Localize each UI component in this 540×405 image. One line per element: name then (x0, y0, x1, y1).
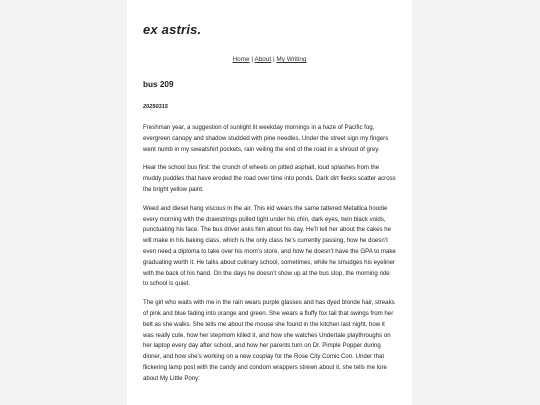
nav-link-about[interactable]: About (254, 56, 272, 63)
post-paragraph: Freshman year, a suggestion of sunlight lit weekday mornings in a haze of Pacific fog, evergreen canopy and shadow studded with pine needles. Under the street sign my fingers went numb in my sweatshirt pockets, rain veiling the end of the road in a shroud of grey. (143, 124, 389, 153)
post-paragraph: Hear the school bus first: the crunch of wheels on pitted asphalt, loud splashes from the muddy puddles that have eroded the road over time into ponds. Dark dirt flecks scatter across the bright yellow paint. (143, 164, 396, 193)
post-date: 20250315 (143, 104, 168, 110)
nav-bar (143, 56, 396, 63)
post-title: bus 209 (143, 80, 174, 89)
site-title[interactable]: ex astris. (143, 22, 202, 37)
post-paragraph: Weed and diesel hang viscous in the air. This kid wears the same tattered Metallica hoodie every morning with the drawstrings pulled tight under his chin, dark eyes, twin black voids, punctuating his face. The bus driver asks him about his day. He’ll tell her about the cakes he will make in his baking class, which is the only class he’s currently passing, how he doesn’t even need a diploma to take over his mom’s store, and how he doesn’t have the GPA to make graduating worth it. He talks about culinary school, sometimes, while he smudges his eyeliner with the back of his hand. On the days he doesn’t show up at the bus stop, the morning ride to school is quiet. (143, 204, 396, 288)
page-content (127, 0, 412, 405)
nav-link-home[interactable]: Home (232, 56, 250, 63)
nav-link-my-writing[interactable]: My Writing (276, 56, 307, 63)
nav-separator: | (272, 56, 275, 63)
post-paragraph: The girl who waits with me in the rain wears purple glasses and has dyed blonde hair, streaks of pink and blue fading into orange and green. She wears a fluffy fox tail that swings from her belt as she walks. She tells me about the mouse she found in the kitchen last night, how it was really cute, how her stepmom killed it, and how she watches Undertale playthroughs on her laptop every day after school, and how her parents turn on Dr. Pimple Popper during dinner, and how she’s working on a new cosplay for the Rose City Comic Con. Under that flickering lamp post with the candy and condom wrappers strewn about it, she tells me lore about My Little Pony: (143, 299, 395, 382)
nav-separator: | (251, 56, 254, 63)
content-column (127, 0, 412, 385)
